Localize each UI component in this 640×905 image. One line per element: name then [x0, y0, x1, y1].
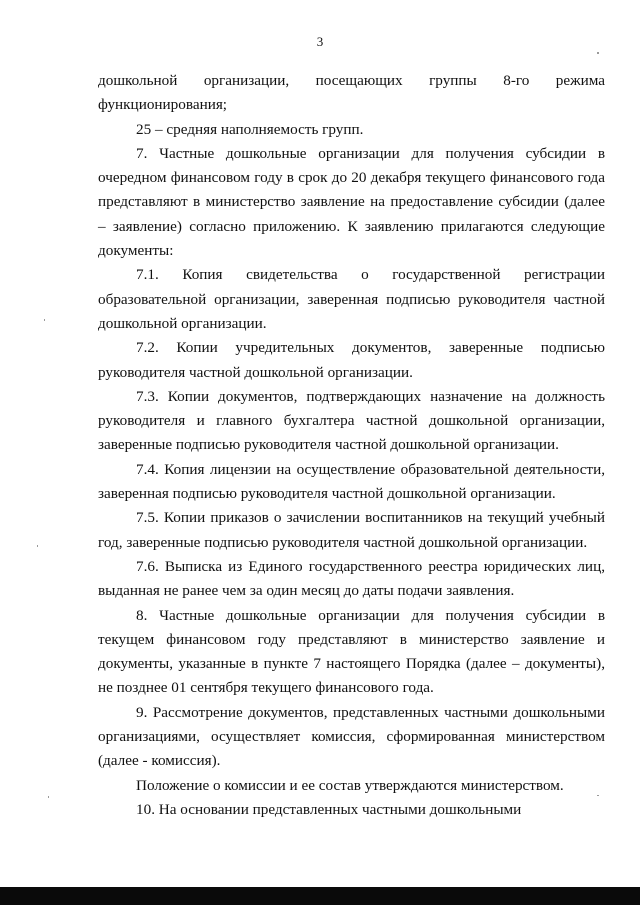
paragraph-7-1: 7.1. Копия свидетельства о государственной регистрации образовательной организации, заверенная подписью руководителя частной дошкольной организации. [98, 266, 605, 332]
paragraph-continuation: дошкольной организации, посещающих группы 8-го режима функционирования; [98, 72, 605, 114]
paragraph-10: 10. На основании представленных частными дошкольными [136, 800, 522, 818]
paragraph-7-6: 7.6. Выписка из Единого государственного реестра юридических лиц, выданная не ранее чем за один месяц до даты подачи заявления. [98, 557, 605, 600]
paragraph-7-5: 7.5. Копии приказов о зачислении воспитанников на текущий учебный год, заверенные подписью руководителя частной дошкольной организации. [98, 509, 605, 551]
scan-speck [37, 545, 38, 547]
page-number: 3 [316, 34, 324, 49]
scan-speck [44, 319, 45, 321]
scan-speck [597, 52, 599, 54]
paragraph-9: 9. Рассмотрение документов, представленных частными дошкольными организациями, осуществляет комиссия, сформированная министерством (далее - комиссия). [98, 703, 605, 770]
paragraph-commission: Положение о комиссии и ее состав утверждаются министерством. [136, 776, 564, 794]
paragraph-7-4: 7.4. Копия лицензии на осуществление образовательной деятельности, заверенная подписью руководителя частной дошкольной организации. [98, 460, 605, 503]
scan-speck [48, 796, 49, 798]
paragraph-7-3: 7.3. Копии документов, подтверждающих назначение на должность руководителя и главного бухгалтера частной дошкольной организации, заверенные подписью руководителя частной дошкольной организации. [98, 387, 605, 454]
paragraph-group-size: 25 – средняя наполняемость групп. [136, 120, 364, 138]
paragraph-7-2: 7.2. Копии учредительных документов, заверенные подписью руководителя частной дошкольной организации. [98, 339, 605, 381]
paragraph-7: 7. Частные дошкольные организации для получения субсидии в очередном финансовом году в срок до 20 декабря текущего финансового года представляют в министерство заявление на предоставление субсидии (далее – заявление) согласно приложению. К заявлению прилагаются следующие документы: [98, 144, 605, 260]
scan-speck [597, 795, 599, 796]
scan-bottom-edge [0, 887, 640, 905]
document-body [98, 69, 605, 822]
paragraph-8: 8. Частные дошкольные организации для получения субсидии в текущем финансовом году представляют в министерство заявление и документы, указанные в пункте 7 настоящего Порядка (далее – документы), не позднее 01 сентября текущего финансового года. [98, 606, 605, 697]
